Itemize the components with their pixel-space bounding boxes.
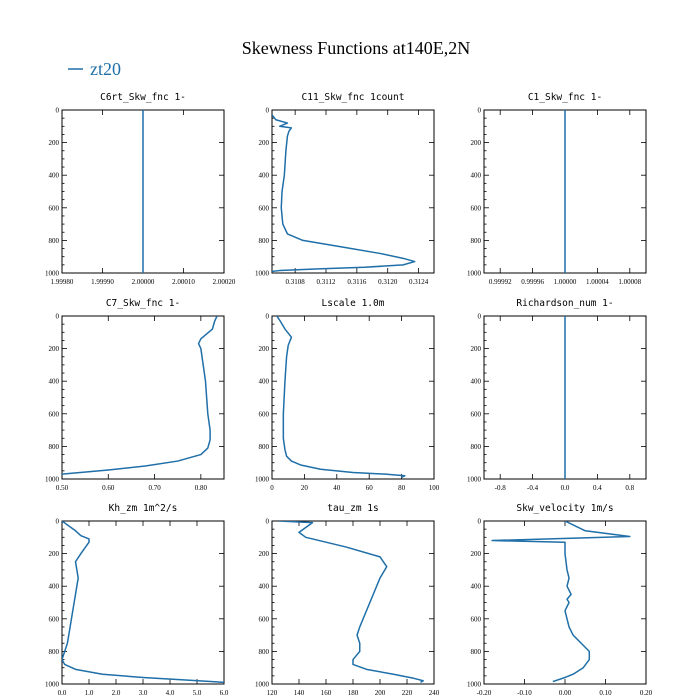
x-tick-label: -0.8 [494, 484, 506, 492]
y-tick-label: 200 [470, 345, 481, 354]
x-tick-label: 200 [374, 689, 386, 697]
y-tick-label: 400 [48, 377, 59, 386]
x-tick-label: 2.00020 [212, 278, 236, 286]
y-tick-label: 1000 [467, 269, 481, 278]
panel-2 [255, 92, 434, 286]
x-tick-label: -0.20 [476, 689, 492, 697]
x-tick-label: -0.4 [527, 484, 539, 492]
panel-1 [45, 92, 236, 286]
x-tick-label: 60 [365, 484, 373, 492]
x-tick-label: 2.0 [111, 689, 121, 697]
figure-title: Skewness Functions at140E,2N [241, 38, 471, 58]
x-tick-label: 2.00010 [172, 278, 195, 286]
series-line [62, 521, 224, 682]
y-tick-label: 600 [470, 410, 481, 419]
y-tick-label: 600 [48, 410, 59, 419]
x-tick-label: 0.60 [102, 484, 115, 492]
y-tick-label: 1000 [45, 269, 59, 278]
y-tick-label: 200 [470, 550, 481, 559]
plot-frame [272, 316, 434, 479]
panel-5 [255, 298, 440, 492]
x-tick-label: 0.20 [639, 689, 653, 697]
x-tick-label: 0 [270, 484, 274, 492]
y-tick-label: 200 [470, 139, 481, 148]
panel-grid [45, 92, 653, 697]
x-tick-label: 140 [293, 689, 305, 697]
x-tick-label: 160 [320, 689, 332, 697]
y-tick-label: 800 [48, 236, 59, 245]
y-tick-label: 600 [470, 204, 481, 213]
y-tick-label: 0 [265, 517, 269, 526]
x-tick-label: 0.00 [558, 689, 572, 697]
panel-title: Skw_velocity 1m/s [516, 503, 614, 514]
x-tick-label: 0.4 [593, 484, 602, 492]
y-tick-label: 200 [258, 139, 269, 148]
y-tick-label: 400 [470, 377, 481, 386]
series-line [492, 521, 630, 682]
y-tick-label: 0 [477, 312, 481, 321]
legend-label: zt20 [90, 59, 121, 79]
y-tick-label: 1000 [255, 680, 269, 689]
x-tick-label: 4.0 [165, 689, 175, 697]
y-tick-label: 200 [48, 345, 59, 354]
x-tick-label: 120 [266, 689, 278, 697]
y-tick-label: 800 [470, 236, 481, 245]
y-tick-label: 600 [258, 204, 269, 213]
x-tick-label: 3.0 [138, 689, 148, 697]
y-tick-label: 800 [258, 236, 269, 245]
x-tick-label: 220 [401, 689, 413, 697]
y-tick-label: 600 [48, 204, 59, 213]
panel-7 [45, 503, 229, 697]
x-tick-label: 0.3120 [378, 278, 398, 286]
y-tick-label: 800 [48, 647, 59, 656]
y-tick-label: 0 [265, 106, 269, 115]
y-tick-label: 800 [470, 647, 481, 656]
x-tick-label: 0.3116 [347, 278, 367, 286]
panel-title: Lscale 1.0m [321, 298, 385, 309]
x-tick-label: 0.0 [57, 689, 67, 697]
panel-title: C7_Skw_fnc 1- [105, 298, 181, 309]
x-tick-label: 2.00000 [131, 278, 155, 286]
y-tick-label: 400 [48, 171, 59, 180]
panel-title: tau_zm 1s [327, 503, 379, 514]
y-tick-label: 400 [258, 377, 269, 386]
y-tick-label: 800 [48, 442, 59, 451]
x-tick-label: 0.50 [55, 484, 69, 492]
x-tick-label: 240 [428, 689, 440, 697]
y-tick-label: 1000 [467, 680, 481, 689]
x-tick-label: 1.00008 [618, 278, 642, 286]
y-tick-label: 400 [48, 582, 59, 591]
panel-title: C6rt_Skw_fnc 1- [100, 92, 186, 103]
y-tick-label: 200 [48, 139, 59, 148]
x-tick-label: -0.10 [517, 689, 532, 697]
panel-title: Kh_zm 1m^2/s [108, 503, 178, 514]
panel-4 [45, 298, 224, 492]
y-tick-label: 0 [265, 312, 269, 321]
y-tick-label: 1000 [45, 475, 59, 484]
y-tick-label: 600 [258, 410, 269, 419]
panel-9 [467, 503, 653, 697]
x-tick-label: 1.99980 [50, 278, 74, 286]
y-tick-label: 1000 [255, 269, 269, 278]
x-tick-label: 0.3108 [285, 278, 305, 286]
y-tick-label: 0 [477, 106, 481, 115]
y-tick-label: 400 [258, 171, 269, 180]
x-tick-label: 0.0 [560, 484, 570, 492]
x-tick-label: 5.0 [192, 689, 202, 697]
y-tick-label: 1000 [255, 475, 269, 484]
x-tick-label: 80 [398, 484, 406, 492]
series-line [272, 115, 415, 271]
y-tick-label: 600 [470, 615, 481, 624]
x-tick-label: 20 [300, 484, 308, 492]
y-tick-label: 1000 [45, 680, 59, 689]
panel-title: Richardson_num 1- [516, 298, 614, 309]
x-tick-label: 0.99996 [521, 278, 544, 286]
x-tick-label: 0.8 [625, 484, 635, 492]
x-tick-label: 1.99990 [91, 278, 114, 286]
y-tick-label: 600 [48, 615, 59, 624]
y-tick-label: 1000 [467, 475, 481, 484]
x-tick-label: 6.0 [219, 689, 229, 697]
x-tick-label: 100 [428, 484, 440, 492]
y-tick-label: 0 [55, 517, 59, 526]
panel-8 [255, 503, 440, 697]
y-tick-label: 200 [258, 550, 269, 559]
x-tick-label: 1.00000 [553, 278, 577, 286]
y-tick-label: 0 [477, 517, 481, 526]
x-tick-label: 0.10 [599, 689, 612, 697]
y-tick-label: 0 [55, 106, 59, 115]
x-tick-label: 0.3112 [316, 278, 336, 286]
y-tick-label: 200 [48, 550, 59, 559]
y-tick-label: 0 [55, 312, 59, 321]
x-tick-label: 0.70 [148, 484, 161, 492]
y-tick-label: 600 [258, 615, 269, 624]
panel-3 [467, 92, 646, 286]
x-tick-label: 0.80 [194, 484, 207, 492]
y-tick-label: 400 [470, 582, 481, 591]
legend [68, 59, 121, 79]
panel-title: C1_Skw_fnc 1- [527, 92, 603, 103]
x-tick-label: 0.3124 [408, 278, 429, 286]
y-tick-label: 800 [258, 647, 269, 656]
panel-title: C11_Skw_fnc 1count [301, 92, 405, 103]
x-tick-label: 1.0 [84, 689, 94, 697]
y-tick-label: 400 [258, 582, 269, 591]
series-line [279, 521, 423, 682]
y-tick-label: 400 [470, 171, 481, 180]
x-tick-label: 0.99992 [488, 278, 512, 286]
x-tick-label: 1.00004 [586, 278, 609, 286]
series-line [62, 316, 217, 474]
x-tick-label: 180 [347, 689, 359, 697]
x-tick-label: 40 [333, 484, 341, 492]
y-tick-label: 800 [470, 442, 481, 451]
panel-6 [467, 298, 646, 492]
series-line [277, 316, 405, 477]
y-tick-label: 200 [258, 345, 269, 354]
y-tick-label: 800 [258, 442, 269, 451]
